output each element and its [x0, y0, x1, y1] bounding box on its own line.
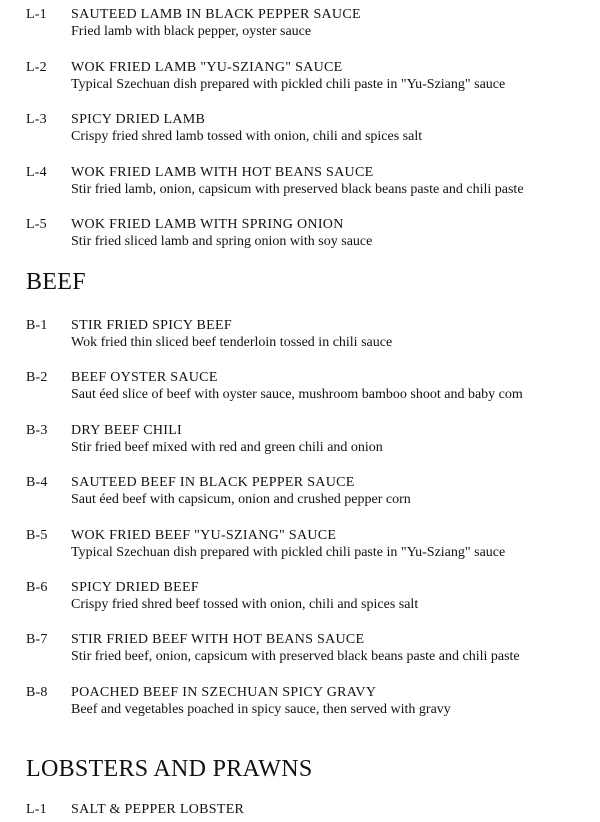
item-code: B-4 — [26, 475, 48, 490]
section-title-beef: BEEF — [26, 269, 86, 295]
item-code: B-3 — [26, 423, 48, 438]
menu-item-l4 — [0, 164, 600, 204]
item-code: L-4 — [26, 165, 47, 180]
item-name: STIR FRIED SPICY BEEF — [71, 318, 232, 333]
item-code: B-8 — [26, 685, 48, 700]
item-code: L-3 — [26, 112, 47, 127]
menu-item-l3 — [0, 111, 600, 151]
item-name: SPICY DRIED BEEF — [71, 580, 199, 595]
item-name: DRY BEEF CHILI — [71, 423, 183, 438]
menu-item-b8 — [0, 684, 600, 724]
item-name: BEEF OYSTER SAUCE — [71, 370, 218, 385]
item-description: Saut éed beef with capsicum, onion and crushed pepper corn — [71, 492, 411, 507]
item-name: WOK FRIED LAMB WITH HOT BEANS SAUCE — [71, 165, 374, 180]
item-code: B-1 — [26, 318, 48, 333]
section-title-lobsters: LOBSTERS AND PRAWNS — [26, 756, 313, 782]
item-description: Wok fried thin sliced beef tenderloin tossed in chili sauce — [71, 335, 393, 350]
menu-item-lobster-l1 — [0, 801, 600, 819]
item-code: B-7 — [26, 632, 48, 647]
item-name: WOK FRIED LAMB WITH SPRING ONION — [71, 217, 344, 232]
item-description: Crispy fried shred beef tossed with onion, chili and spices salt — [71, 597, 419, 612]
item-name: STIR FRIED BEEF WITH HOT BEANS SAUCE — [71, 632, 365, 647]
item-code: B-2 — [26, 370, 48, 385]
item-code: L-2 — [26, 60, 47, 75]
item-description: Stir fried beef, onion, capsicum with preserved black beans paste and chili paste — [71, 649, 520, 664]
menu-item-b5 — [0, 527, 600, 567]
item-name: WOK FRIED LAMB "YU-SZIANG" SAUCE — [71, 60, 343, 75]
item-description: Stir fried sliced lamb and spring onion with soy sauce — [71, 234, 373, 249]
menu-item-b7 — [0, 631, 600, 671]
item-description: Typical Szechuan dish prepared with pickled chili paste in "Yu-Sziang" sauce — [71, 77, 506, 92]
menu-item-b4 — [0, 474, 600, 514]
item-description: Saut éed slice of beef with oyster sauce, mushroom bamboo shoot and baby com — [71, 387, 523, 402]
menu-item-b1 — [0, 317, 600, 357]
menu-item-b6 — [0, 579, 600, 619]
item-code: L-5 — [26, 217, 47, 232]
menu-item-l2 — [0, 59, 600, 99]
item-description: Fried lamb with black pepper, oyster sauce — [71, 24, 312, 39]
item-code: L-1 — [26, 802, 47, 817]
item-description: Stir fried beef mixed with red and green chili and onion — [71, 440, 383, 455]
item-description: Stir fried lamb, onion, capsicum with preserved black beans paste and chili paste — [71, 182, 524, 197]
item-name: SAUTEED BEEF IN BLACK PEPPER SAUCE — [71, 475, 355, 490]
item-description: Beef and vegetables poached in spicy sauce, then served with gravy — [71, 702, 451, 717]
item-description: Typical Szechuan dish prepared with pickled chili paste in "Yu-Sziang" sauce — [71, 545, 506, 560]
item-name: WOK FRIED BEEF "YU-SZIANG" SAUCE — [71, 528, 337, 543]
item-code: B-6 — [26, 580, 48, 595]
item-code: L-1 — [26, 7, 47, 22]
item-name: SALT & PEPPER LOBSTER — [71, 802, 245, 817]
item-name: POACHED BEEF IN SZECHUAN SPICY GRAVY — [71, 685, 377, 700]
menu-item-b2 — [0, 369, 600, 409]
item-code: B-5 — [26, 528, 48, 543]
menu-item-b3 — [0, 422, 600, 462]
item-name: SPICY DRIED LAMB — [71, 112, 206, 127]
menu-item-l5 — [0, 216, 600, 256]
menu-item-l1 — [0, 6, 600, 46]
item-description: Crispy fried shred lamb tossed with onion, chili and spices salt — [71, 129, 423, 144]
item-name: SAUTEED LAMB IN BLACK PEPPER SAUCE — [71, 7, 361, 22]
